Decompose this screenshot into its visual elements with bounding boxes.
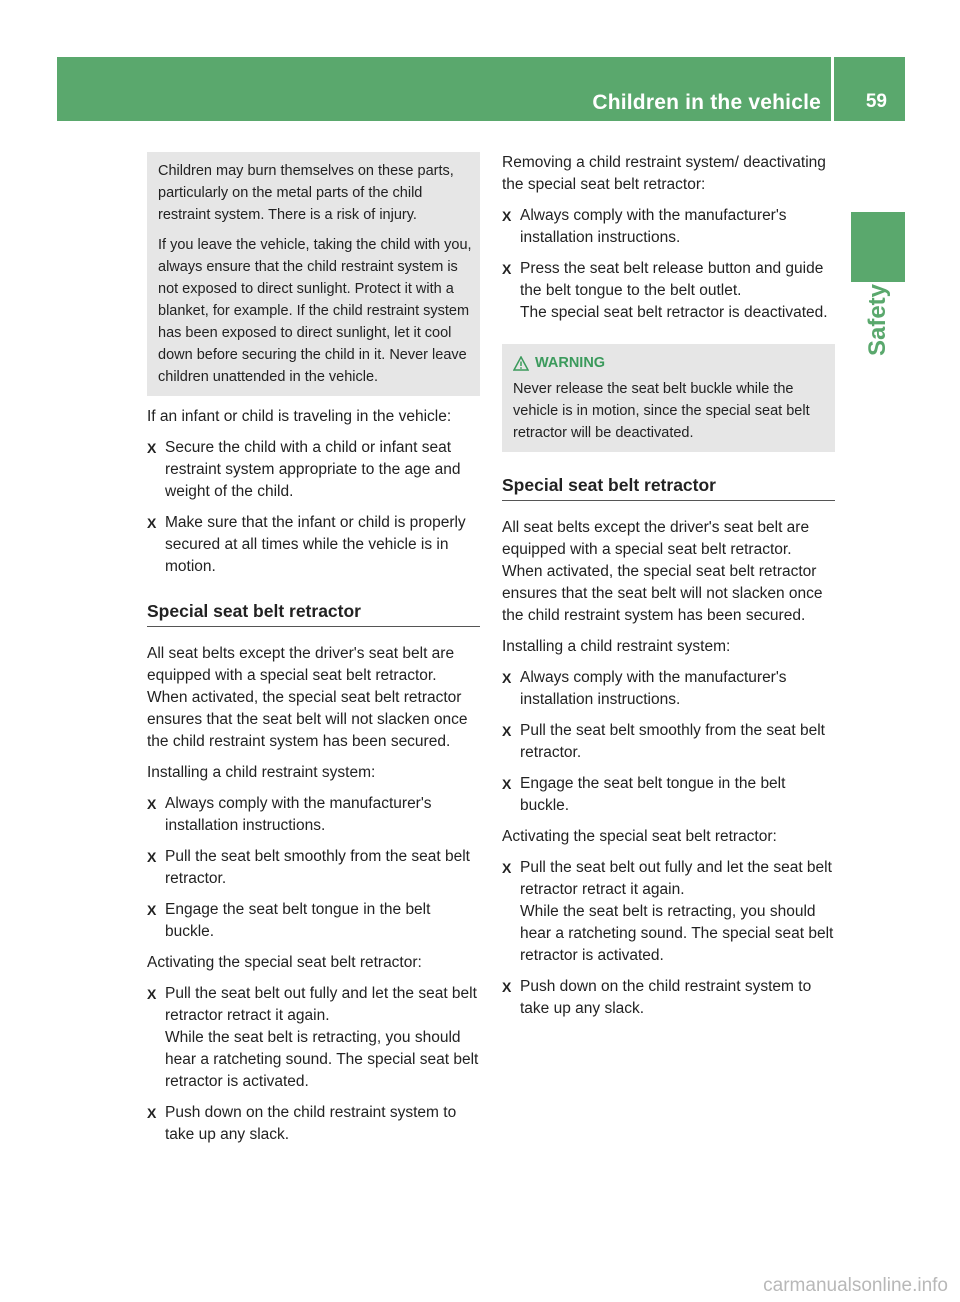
step-result: While the seat belt is retracting, you should hear a ratcheting sound. The special seat belt retractor is activated. bbox=[165, 1029, 479, 1090]
step-text: Always comply with the manufacturer's installation instructions. bbox=[520, 669, 787, 708]
section-tab-label: Safety bbox=[864, 283, 891, 357]
step-text: Pull the seat belt smoothly from the seat belt retractor. bbox=[520, 722, 825, 761]
header-divider bbox=[831, 57, 834, 121]
step-text: Pull the seat belt out fully and let the seat belt retractor retract it again. bbox=[520, 859, 832, 898]
step-marker-icon: X bbox=[147, 1105, 157, 1121]
step-text: Pull the seat belt smoothly from the seat belt retractor. bbox=[165, 848, 470, 887]
list-item bbox=[502, 258, 835, 324]
warning-triangle-icon bbox=[513, 356, 529, 371]
step-text: Engage the seat belt tongue in the belt buckle. bbox=[165, 901, 431, 940]
list-item bbox=[502, 976, 835, 1020]
notice-box bbox=[147, 152, 480, 396]
section-paragraph: All seat belts except the driver's seat belt are equipped with a special seat belt retractor. When activated, the special seat belt retractor ensures that the seat belt will not slacken once the child restraint system has been secured. bbox=[502, 519, 823, 624]
warning-text: Never release the seat belt buckle while the vehicle is in motion, since the special seat belt retractor will be deactivated. bbox=[513, 381, 810, 441]
install-intro: Installing a child restraint system: bbox=[147, 764, 376, 781]
step-text: Press the seat belt release button and guide the belt tongue to the belt outlet. bbox=[520, 260, 824, 299]
step-marker-icon: X bbox=[147, 796, 157, 812]
step-marker-icon: X bbox=[502, 776, 512, 792]
step-marker-icon: X bbox=[147, 515, 157, 531]
warning-label: WARNING bbox=[535, 355, 606, 371]
list-item bbox=[147, 846, 480, 890]
list-item bbox=[502, 205, 835, 249]
step-text: Make sure that the infant or child is properly secured at all times while the vehicle is in motion. bbox=[165, 514, 466, 575]
list-item bbox=[147, 983, 480, 1093]
step-marker-icon: X bbox=[502, 261, 512, 277]
chapter-title: Children in the vehicle bbox=[592, 91, 821, 114]
page-number: 59 bbox=[865, 91, 887, 112]
right-column bbox=[502, 152, 835, 1029]
activate-intro: Activating the special seat belt retractor: bbox=[502, 828, 777, 845]
list-item bbox=[502, 773, 835, 817]
remove-intro: Removing a child restraint system/ deactivating the special seat belt retractor: bbox=[502, 154, 826, 193]
step-text: Always comply with the manufacturer's installation instructions. bbox=[165, 795, 432, 834]
step-marker-icon: X bbox=[502, 860, 512, 876]
step-marker-icon: X bbox=[502, 723, 512, 739]
warning-box bbox=[502, 344, 835, 452]
activate-intro: Activating the special seat belt retractor: bbox=[147, 954, 422, 971]
step-text: Always comply with the manufacturer's installation instructions. bbox=[520, 207, 787, 246]
step-marker-icon: X bbox=[147, 902, 157, 918]
step-text: Pull the seat belt out fully and let the seat belt retractor retract it again. bbox=[165, 985, 477, 1024]
step-marker-icon: X bbox=[147, 986, 157, 1002]
left-column bbox=[147, 152, 480, 1155]
notice-paragraph: If you leave the vehicle, taking the child with you, always ensure that the child restraint system is not exposed to direct sunlight. Protect it with a blanket, for example. If the child restraint system has been exposed to direct sunlight, let it cool down before securing the child in it. Never leave children unattended in the vehicle. bbox=[158, 237, 472, 385]
step-result: The special seat belt retractor is deactivated. bbox=[520, 304, 828, 321]
step-marker-icon: X bbox=[502, 979, 512, 995]
list-item bbox=[147, 1102, 480, 1146]
step-result: While the seat belt is retracting, you should hear a ratcheting sound. The special seat belt retractor is activated. bbox=[520, 903, 834, 964]
section-tab bbox=[851, 212, 905, 282]
list-item bbox=[502, 857, 835, 967]
list-item bbox=[147, 437, 480, 503]
step-text: Secure the child with a child or infant seat restraint system appropriate to the age and weight of the child. bbox=[165, 439, 461, 500]
list-item bbox=[147, 899, 480, 943]
watermark: carmanualsonline.info bbox=[763, 1275, 948, 1296]
step-text: Push down on the child restraint system to take up any slack. bbox=[165, 1104, 457, 1143]
step-marker-icon: X bbox=[147, 849, 157, 865]
step-marker-icon: X bbox=[502, 670, 512, 686]
step-text: Engage the seat belt tongue in the belt buckle. bbox=[520, 775, 786, 814]
header-bar bbox=[57, 57, 905, 121]
step-text: Push down on the child restraint system to take up any slack. bbox=[520, 978, 812, 1017]
section-heading: Special seat belt retractor bbox=[502, 474, 835, 501]
list-item bbox=[147, 512, 480, 578]
list-item bbox=[502, 720, 835, 764]
section-paragraph: All seat belts except the driver's seat belt are equipped with a special seat belt retractor. When activated, the special seat belt retractor ensures that the seat belt will not slacken once the child restraint system has been secured. bbox=[147, 645, 468, 750]
step-marker-icon: X bbox=[147, 440, 157, 456]
install-intro: Installing a child restraint system: bbox=[502, 638, 731, 655]
list-item bbox=[502, 667, 835, 711]
section-heading: Special seat belt retractor bbox=[147, 600, 480, 627]
warning-header bbox=[513, 352, 827, 374]
step-marker-icon: X bbox=[502, 208, 512, 224]
intro-text: If an infant or child is traveling in the vehicle: bbox=[147, 408, 452, 425]
list-item bbox=[147, 793, 480, 837]
notice-paragraph: Children may burn themselves on these parts, particularly on the metal parts of the child restraint system. There is a risk of injury. bbox=[158, 163, 454, 223]
